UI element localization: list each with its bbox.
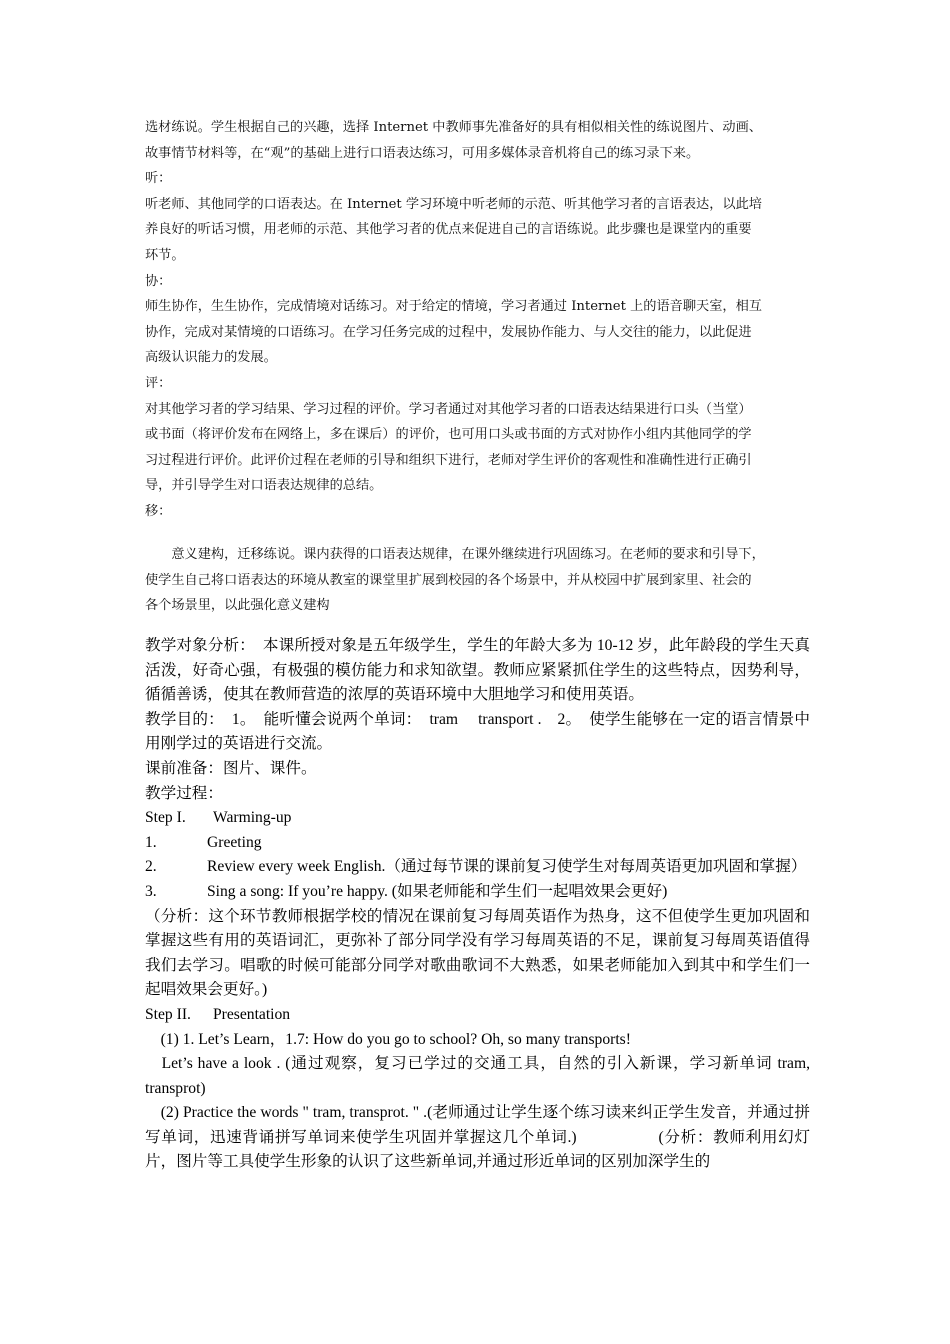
item-number: 3. <box>145 882 157 900</box>
step-title: Warming-up <box>213 809 292 827</box>
teaching-process-title: 教学过程： <box>145 784 223 802</box>
paragraph-line: 听老师、其他同学的口语表达。在 Internet 学习环境中听老师的示范、听其他学习者的言语表达，以此培 <box>145 196 762 212</box>
paragraph-line: 使学生自己将口语表达的环境从教室的课堂里扩展到校园的各个场景中，并从校园中扩展到家里、社会的 <box>145 572 752 588</box>
item-number: 1. <box>145 833 157 851</box>
paragraph-line: 或书面（将评价发布在网络上，多在课后）的评价，也可用口头或书面的方式对协作小组内其他同学的学 <box>145 427 752 443</box>
item-text: Greeting <box>207 833 262 851</box>
student-analysis: 教学对象分析： 本课所授对象是五年级学生，学生的年龄大多为 10-12 岁，此年龄段的学生天真活泼，好奇心强，有极强的模仿能力和求知欲望。教师应紧紧抓住学生的这些特点，因势利导，循循善诱，使其在教师营造的浓厚的英语环境中大胆地学习和使用英语。 <box>145 637 810 704</box>
step-2-heading <box>145 1003 810 1028</box>
heading-cooperate: 协： <box>145 273 172 289</box>
heading-listen: 听： <box>145 171 172 187</box>
presentation-line-2: Let’s have a look . (通过观察，复习已学过的交通工具，自然的引入新课，学习新单词 tram, transprot) <box>145 1055 810 1097</box>
item-number: 2. <box>145 858 157 876</box>
paragraph-line: 故事情节材料等，在“观”的基础上进行口语表达练习，可用多媒体录音机将自己的练习录下来。 <box>145 145 700 161</box>
step-1-heading <box>145 806 810 831</box>
paragraph-line: 习过程进行评价。此评价过程在老师的引导和组织下进行，老师对学生评价的客观性和准确性进行正确引 <box>145 452 752 468</box>
section-lesson-plan <box>145 634 810 1175</box>
paragraph-line: 对其他学习者的学习结果、学习过程的评价。学习者通过对其他学习者的口语表达结果进行口头（当堂） <box>145 401 752 417</box>
section-transfer <box>145 542 810 619</box>
list-item <box>145 855 810 880</box>
teaching-goal: 教学目的： 1。 能听懂会说两个单词： tram transport . 2。 使学生能够在一定的语言情景中用刚学过的英语进行交流。 <box>145 710 810 753</box>
step-label: Step II. <box>145 1005 191 1023</box>
paragraph-line: 环节。 <box>145 247 185 263</box>
lesson-preparation: 课前准备：图片、课件。 <box>145 759 317 777</box>
analysis-note: （分析：这个环节教师根据学校的情况在课前复习每周英语作为热身，这不但使学生更加巩固和掌握这些有用的英语词汇，更弥补了部分同学没有学习每周英语的不足，课前复习每周英语值得我们去学习。唱歌的时候可能部分同学对歌曲歌词不大熟悉，如果老师能加入到其中和学生们一起唱效果会更好。) <box>145 907 810 999</box>
section-methods <box>145 115 810 525</box>
presentation-line-3: (2) Practice the words " tram, transprot. " .(老师通过让学生逐个练习读来纠正学生发音，并通过拼写单词，迅速背诵拼写单词来使学生巩固并掌握这几个单词.) (分析：教师利用幻灯片，图片等工具使学生形象的认识了这些新单词,并通过形近单词的区别加深学生的 <box>145 1104 810 1171</box>
step-label: Step I. <box>145 809 186 827</box>
heading-transfer: 移： <box>145 503 172 519</box>
paragraph-line: 养良好的听话习惯，用老师的示范、其他学习者的优点来促进自己的言语练说。此步骤也是课堂内的重要 <box>145 222 752 238</box>
paragraph-line: 高级认识能力的发展。 <box>145 350 277 366</box>
step-title: Presentation <box>213 1005 291 1023</box>
paragraph-line: 意义建构，迁移练说。课内获得的口语表达规律，在课外继续进行巩固练习。在老师的要求和引导下， <box>145 547 765 562</box>
heading-evaluate: 评： <box>145 375 172 391</box>
item-text: Sing a song: If you’re happy. (如果老师能和学生们一起唱效果会更好) <box>207 882 668 900</box>
paragraph-line: 协作，完成对某情境的口语练习。在学习任务完成的过程中，发展协作能力、与人交往的能力，以此促进 <box>145 324 752 340</box>
paragraph-line: 师生协作，生生协作，完成情境对话练习。对于给定的情境，学习者通过 Internet 上的语音聊天室，相互 <box>145 299 762 315</box>
list-item <box>145 880 810 905</box>
paragraph-line: 导，并引导学生对口语表达规律的总结。 <box>145 478 383 494</box>
list-item <box>145 831 810 856</box>
paragraph-line: 选材练说。学生根据自己的兴趣，选择 Internet 中教师事先准备好的具有相似相关性的练说图片、动画、 <box>145 120 762 135</box>
item-text: Review every week English.（通过每节课的课前复习使学生对每周英语更加巩固和掌握） <box>207 858 807 876</box>
paragraph-line: 各个场景里，以此强化意义建构 <box>145 598 330 614</box>
presentation-line-1: (1) 1. Let’s Learn，1.7: How do you go to school? Oh, so many transports! <box>145 1030 631 1048</box>
